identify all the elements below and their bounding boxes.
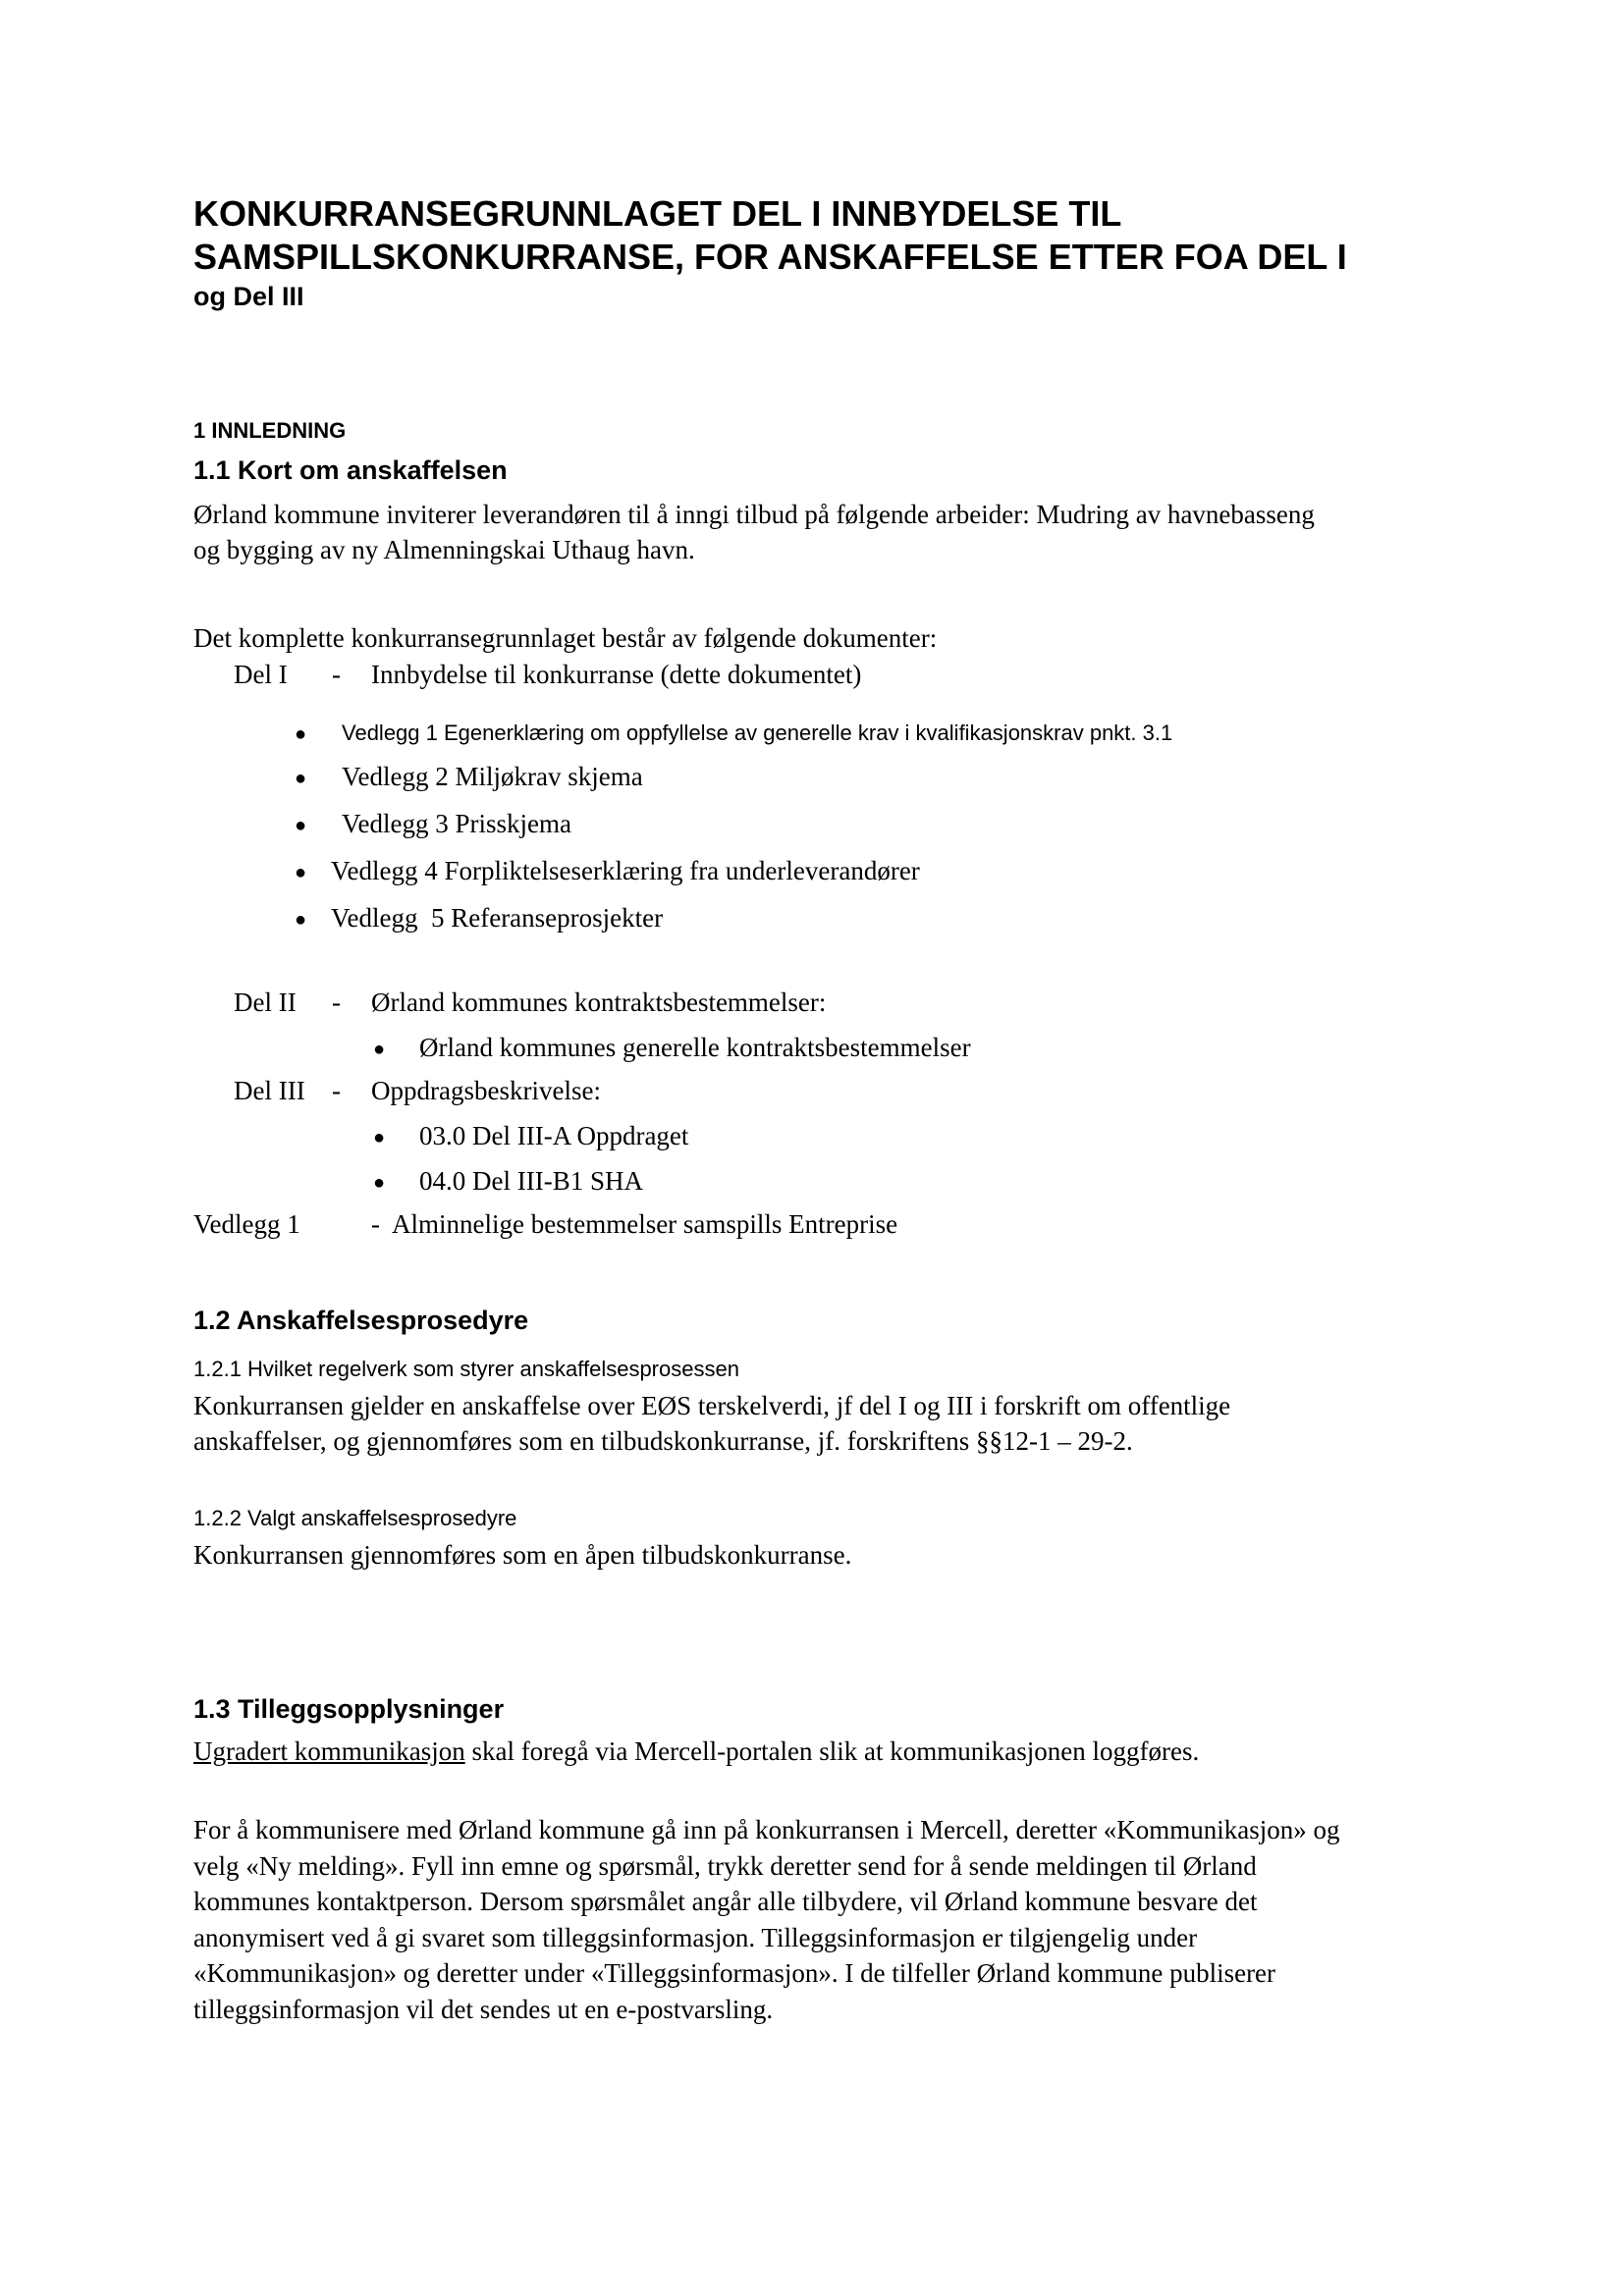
del-1-label: Del I	[234, 660, 288, 689]
underlined-phrase: Ugradert kommunikasjon	[193, 1736, 465, 1766]
bullet-icon: ●	[295, 723, 307, 745]
del-1-item-3: Vedlegg 3 Prisskjema	[342, 809, 571, 838]
paragraph-line: Konkurransen gjelder en anskaffelse over EØS terskelverdi, jf del I og III i forskrift om offentlige	[193, 1391, 1231, 1420]
section-1-2-1-paragraph	[193, 1388, 1470, 1459]
paragraph-line: anskaffelser, og gjennomføres som en tilbudskonkurranse, jf. forskriftens §§12-1 – 29-2.	[193, 1426, 1133, 1456]
title-line-3: og Del III	[193, 282, 304, 311]
bullet-icon: ●	[373, 1127, 386, 1148]
del-3-dash: -	[332, 1076, 341, 1105]
bullet-icon: ●	[295, 862, 307, 883]
vedlegg-label: Vedlegg 1	[193, 1209, 300, 1239]
bullet-icon: ●	[295, 815, 307, 836]
bullet-icon: ●	[295, 909, 307, 931]
paragraph-line: tilleggsinformasjon vil det sendes ut en e-postvarsling.	[193, 1994, 774, 2024]
paragraph-line: For å kommunisere med Ørland kommune gå inn på konkurransen i Mercell, deretter «Kommunikasjon» og	[193, 1815, 1340, 1844]
del-3-item-1: 03.0 Del III-A Oppdraget	[419, 1121, 689, 1150]
del-3-text: Oppdragsbeskrivelse:	[371, 1076, 601, 1105]
section-1-1-paragraph-2: Det komplette konkurransegrunnlaget består av følgende dokumenter:	[193, 623, 938, 653]
paragraph-line: velg «Ny melding». Fyll inn emne og spørsmål, trykk deretter send for å sende meldingen til Ørland	[193, 1850, 1257, 1881]
del-1-item-1: Vedlegg 1 Egenerklæring om oppfyllelse av generelle krav i kvalifikasjonskrav pnkt. 3.1	[342, 721, 1173, 745]
bullet-icon: ●	[295, 768, 307, 789]
del-1-item-2: Vedlegg 2 Miljøkrav skjema	[342, 762, 643, 791]
paragraph-line: anonymisert ved å gi svaret som tilleggsinformasjon. Tilleggsinformasjon er tilgjengelig under	[193, 1922, 1198, 1952]
title-line-2: SAMSPILLSKONKURRANSE, FOR ANSKAFFELSE ETTER FOA DEL I	[193, 237, 1347, 277]
section-1-1-heading: 1.1 Kort om anskaffelsen	[193, 455, 508, 485]
del-2-dash: -	[332, 988, 341, 1017]
del-3-label: Del III	[234, 1076, 305, 1105]
paragraph-line: kommunes kontaktperson. Dersom spørsmålet angår alle tilbydere, vil Ørland kommune besvare det	[193, 1887, 1258, 1916]
vedlegg-text: - Alminnelige bestemmelser samspills Entreprise	[371, 1209, 898, 1239]
section-1-heading: 1 INNLEDNING	[193, 418, 347, 443]
section-1-2-2-paragraph: Konkurransen gjennomføres som en åpen tilbudskonkurranse.	[193, 1540, 852, 1570]
del-2-label: Del II	[234, 988, 297, 1017]
del-1-dash: -	[332, 660, 341, 689]
bullet-icon: ●	[373, 1039, 386, 1060]
document-page	[193, 192, 1470, 2024]
document-title	[193, 192, 1470, 314]
section-1-3-paragraph-2	[193, 1812, 1470, 2027]
del-1-item-5: Vedlegg 5 Referanseprosjekter	[331, 903, 664, 933]
section-1-3-paragraph-1	[193, 1734, 1470, 1769]
paragraph-line: Ørland kommune inviterer leverandøren til å inngi tilbud på følgende arbeider: Mudring av havnebasseng	[193, 500, 1315, 529]
section-1-2-1-heading: 1.2.1 Hvilket regelverk som styrer anskaffelsesprosessen	[193, 1357, 739, 1381]
paragraph-text: skal foregå via Mercell-portalen slik at kommunikasjonen loggføres.	[464, 1736, 1200, 1766]
paragraph-line: «Kommunikasjon» og deretter under «Tilleggsinformasjon». I de tilfeller Ørland kommune publiserer	[193, 1958, 1276, 1988]
del-1-item-4: Vedlegg 4 Forpliktelseserklæring fra underleverandører	[331, 856, 920, 885]
bullet-icon: ●	[373, 1172, 386, 1194]
section-1-2-heading: 1.2 Anskaffelsesprosedyre	[193, 1306, 529, 1335]
title-line-1: KONKURRANSEGRUNNLAGET DEL I INNBYDELSE TIL	[193, 193, 1122, 234]
del-1-text: Innbydelse til konkurranse (dette dokumentet)	[371, 660, 862, 689]
paragraph-line: og bygging av ny Almenningskai Uthaug havn.	[193, 535, 695, 564]
section-1-3-heading: 1.3 Tilleggsopplysninger	[193, 1694, 505, 1724]
del-2-item-1: Ørland kommunes generelle kontraktsbestemmelser	[419, 1033, 971, 1062]
del-3-item-2: 04.0 Del III-B1 SHA	[419, 1166, 643, 1196]
section-1-2-2-heading: 1.2.2 Valgt anskaffelsesprosedyre	[193, 1506, 517, 1530]
del-2-text: Ørland kommunes kontraktsbestemmelser:	[371, 988, 827, 1017]
section-1-1-paragraph-1	[193, 497, 1470, 567]
